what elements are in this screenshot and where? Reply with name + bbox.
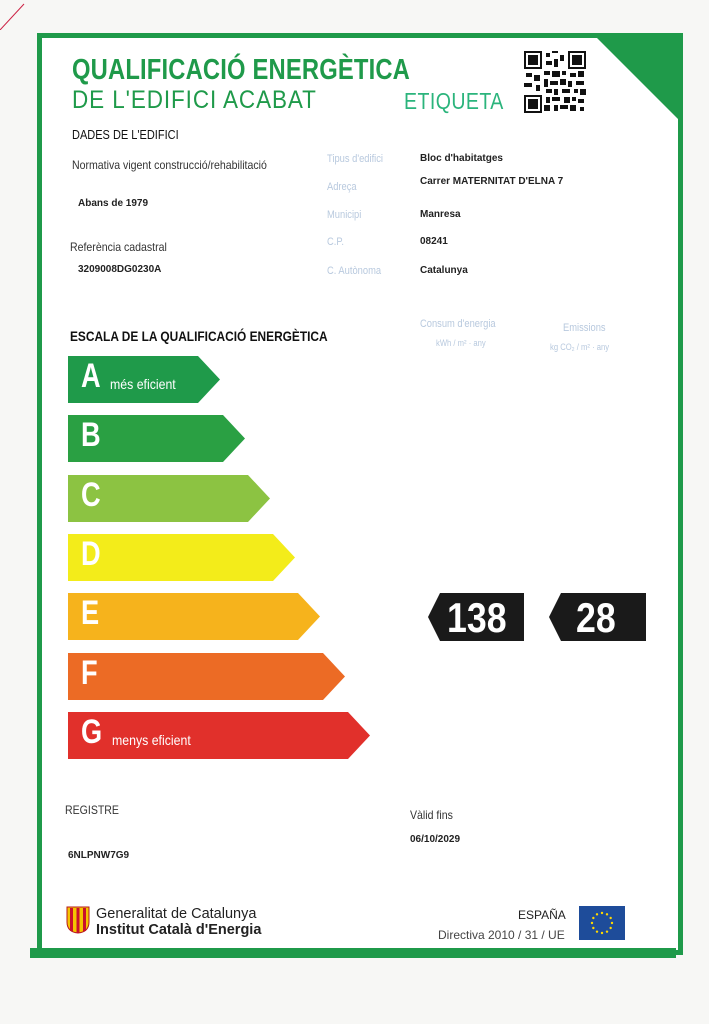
eu-star: [591, 922, 593, 924]
consum-rating-badge: [428, 593, 524, 641]
scale-title: ESCALA DE LA QUALIFICACIÓ ENERGÈTICA: [70, 328, 328, 344]
class-letter-b: B: [81, 416, 101, 455]
field-value-autonoma: Catalunya: [420, 265, 468, 276]
eu-star: [596, 930, 598, 932]
referencia-label: Referència cadastral: [70, 240, 167, 254]
generalitat-logo-icon: [66, 906, 90, 934]
class-arrow-a: [68, 356, 220, 403]
eu-star: [601, 932, 603, 934]
scan-mark: [0, 0, 30, 30]
registre-value: 6NLPNW7G9: [68, 850, 130, 861]
eu-star: [606, 930, 608, 932]
title-line2: DE L'EDIFICI ACABAT: [72, 86, 317, 114]
class-arrow-b: [68, 415, 245, 462]
field-label-autonoma: C. Autònoma: [327, 265, 382, 277]
class-arrow-c: [68, 475, 270, 522]
valid-label: Vàlid fins: [410, 808, 453, 822]
consum-value: 138: [447, 594, 507, 642]
field-value-municipi: Manresa: [420, 209, 461, 220]
class-letter-d: D: [81, 534, 101, 573]
class-letter-g: G: [81, 712, 103, 751]
eu-flag-icon: [579, 906, 625, 940]
registre-label: REGISTRE: [65, 803, 119, 817]
class-letter-f: F: [81, 653, 98, 692]
class-letter-c: C: [81, 475, 101, 514]
eu-star: [611, 922, 613, 924]
field-label-tipus: Tipus d'edifici: [327, 153, 384, 165]
eu-star: [609, 927, 611, 929]
field-label-municipi: Municipi: [327, 209, 362, 221]
class-letter-a: A: [81, 357, 101, 395]
emissions-rating-badge: [549, 593, 646, 641]
country-label: ESPAÑA: [518, 908, 566, 922]
field-value-cp: 08241: [420, 236, 448, 247]
eu-star: [596, 913, 598, 915]
normativa-value: Abans de 1979: [78, 198, 149, 209]
eu-star: [601, 912, 603, 914]
directive-label: Directiva 2010 / 31 / UE: [438, 928, 565, 942]
org-line2: Institut Català d'Energia: [96, 922, 262, 938]
class-arrow-e: [68, 593, 320, 640]
title-line1: QUALIFICACIÓ ENERGÈTICA: [72, 54, 411, 86]
class-arrow-d: [68, 534, 295, 581]
eu-star: [609, 917, 611, 919]
bottom-bar: [30, 948, 676, 958]
eu-star: [592, 917, 594, 919]
section-title-building: DADES DE L'EDIFICI: [72, 128, 179, 142]
etiqueta-label: ETIQUETA: [404, 88, 504, 114]
class-arrow-g: [68, 712, 370, 759]
emissions-value: 28: [576, 594, 616, 642]
consum-label: Consum d'energia: [420, 318, 496, 330]
qr-code-icon: [524, 51, 586, 113]
normativa-label: Normativa vigent construcció/rehabilitació: [72, 158, 267, 172]
class-sub-a: més eficient: [110, 376, 176, 392]
emissions-unit: kg CO₂ / m² · any: [550, 342, 610, 352]
eu-star: [606, 913, 608, 915]
class-arrow-f: [68, 653, 345, 700]
class-letter-e: E: [81, 594, 100, 633]
field-label-cp: C.P.: [327, 236, 344, 248]
consum-unit: kWh / m² · any: [436, 338, 486, 348]
field-value-adreca: Carrer MATERNITAT D'ELNA 7: [420, 176, 564, 187]
class-sub-g: menys eficient: [112, 731, 191, 748]
valid-value: 06/10/2029: [410, 834, 461, 845]
referencia-value: 3209008DG0230A: [78, 264, 162, 275]
field-value-tipus: Bloc d'habitatges: [420, 153, 503, 164]
eu-star: [592, 927, 594, 929]
field-label-adreca: Adreça: [327, 181, 357, 193]
org-line1: Generalitat de Catalunya: [96, 906, 257, 922]
emissions-label: Emissions: [563, 322, 606, 334]
